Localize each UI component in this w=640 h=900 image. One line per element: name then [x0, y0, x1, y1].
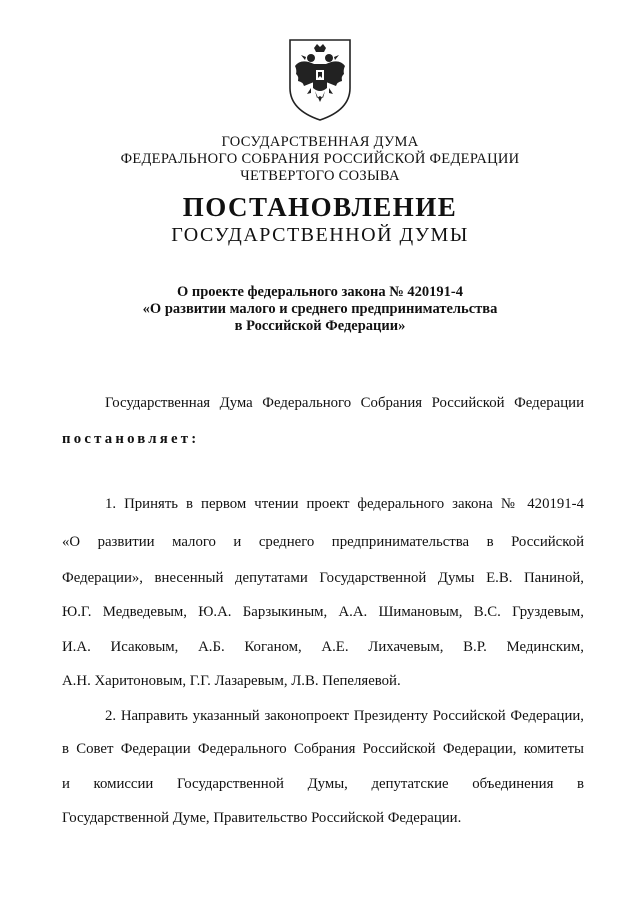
item2-line: 2. Направить указанный законопроект Президенту Российской Федерации,: [105, 708, 584, 724]
preamble: Государственная Дума Федерального Собрания Российской Федерации: [105, 395, 584, 411]
coat-of-arms-icon: [287, 36, 353, 122]
org-line-3: ЧЕТВЕРТОГО СОЗЫВА: [240, 168, 400, 184]
item1-line: Федерации», внесенный депутатами Государственной Думы Е.В. Паниной,: [62, 570, 584, 586]
item2-line: Государственной Думе, Правительство Российской Федерации.: [62, 810, 462, 826]
item1-line: А.Н. Харитоновым, Г.Г. Лазаревым, Л.В. Пепеляевой.: [62, 673, 401, 689]
org-line-2: ФЕДЕРАЛЬНОГО СОБРАНИЯ РОССИЙСКОЙ ФЕДЕРАЦИИ: [120, 151, 520, 167]
org-line-1: ГОСУДАРСТВЕННАЯ ДУМА: [221, 134, 419, 150]
decree-word: постановляет:: [62, 431, 200, 447]
item1-line: Ю.Г. Медведевым, Ю.А. Барзыкиным, А.А. Шимановым, В.С. Груздевым,: [62, 604, 584, 620]
document-type-title: ПОСТАНОВЛЕНИЕ: [182, 192, 458, 222]
item2-line: в Совет Федерации Федерального Собрания Российской Федерации, комитеты: [62, 741, 584, 757]
item1-line: «О развитии малого и среднего предпринимательства в Российской: [62, 534, 584, 550]
document-issuer: ГОСУДАРСТВЕННОЙ ДУМЫ: [171, 224, 469, 246]
subject-line-1: О проекте федерального закона № 420191-4: [176, 284, 464, 300]
subject-line-3: в Российской Федерации»: [234, 318, 406, 334]
item1-line: И.А. Исаковым, А.Б. Коганом, А.Е. Лихачевым, В.Р. Мединским,: [62, 639, 584, 655]
item2-line: и комиссии Государственной Думы, депутатские объединения в: [62, 776, 584, 792]
item1-line: 1. Принять в первом чтении проект федерального закона № 420191-4: [105, 496, 584, 512]
subject-line-2: «О развитии малого и среднего предпринимательства: [142, 301, 498, 317]
